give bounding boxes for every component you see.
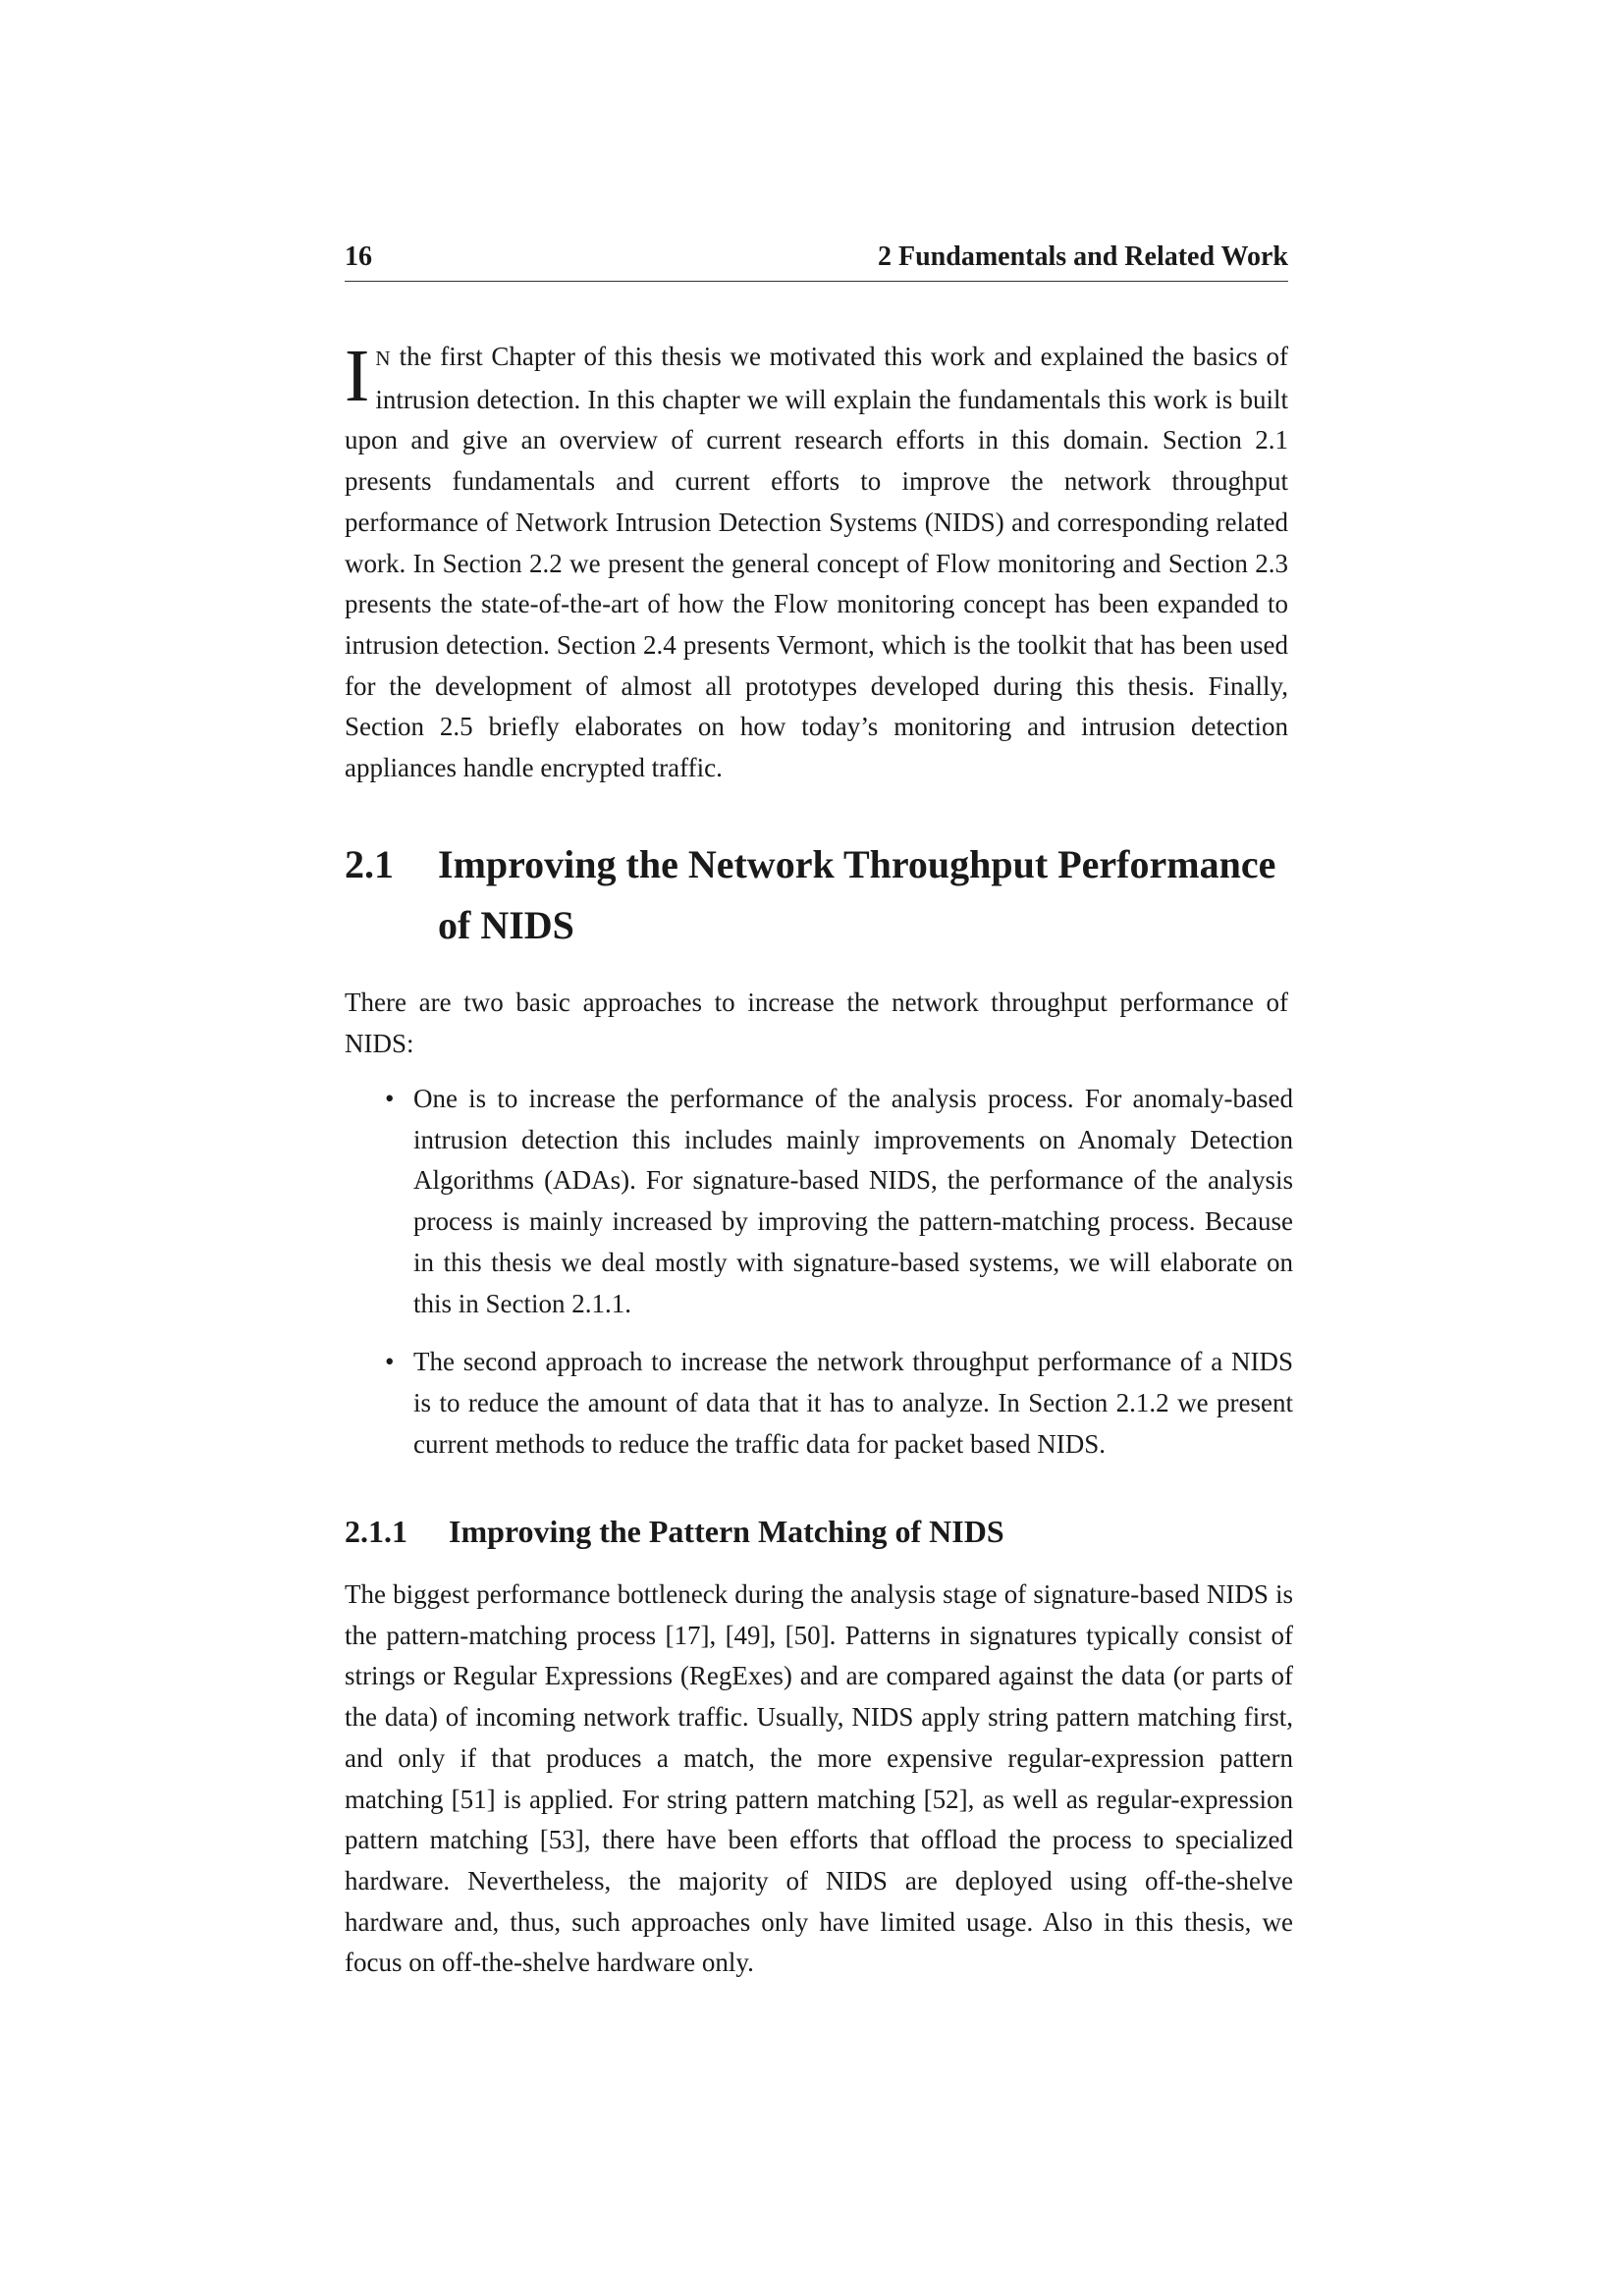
subsection-title: Improving the Pattern Matching of NIDS: [449, 1514, 1004, 1549]
subsection-number: 2.1.1: [345, 1514, 407, 1549]
chapter-title: 2 Fundamentals and Related Work: [878, 241, 1288, 272]
list-item-text: One is to increase the performance of the analysis process. For anomaly-based intrusion detection this includes mainly improvements on Anomaly Detection Algorithms (ADAs). For signature-based NIDS, the performance of the analysis process is mainly increased by improving the pattern-matching process. Because in this thesis we deal mostly with signature-based systems, we will elaborate on this in Section 2.1.1.: [413, 1084, 1293, 1318]
approaches-list: [345, 1079, 1293, 1482]
list-item-text: The second approach to increase the network throughput performance of a NIDS is to reduce the amount of data that it has to analyze. In Section 2.1.2 we present current methods to reduce the traffic data for packet based NIDS.: [413, 1347, 1293, 1459]
intro-text: the first Chapter of this thesis we motivated this work and explained the basics of intrusion detection. In this chapter we will explain the fundamentals this work is built upon and give an overview of current research efforts in this domain. Section 2.1 presents fundamentals and current efforts to improve the network throughput performance of Network Intrusion Detection Systems (NIDS) and corresponding related work. In Section 2.2 we present the general concept of Flow monitoring and Section 2.3 presents the state-of-the-art of how the Flow monitoring concept has been expanded to intrusion detection. Section 2.4 presents Vermont, which is the toolkit that has been used for the development of almost all prototypes developed during this thesis. Finally, Section 2.5 briefly elaborates on how today’s monitoring and intrusion detection appliances handle encrypted traffic.: [345, 342, 1288, 783]
list-item: [345, 1342, 1293, 1465]
section-title: Improving the Network Throughput Performance of NIDS: [438, 842, 1276, 947]
drop-cap: I: [345, 335, 370, 417]
pattern-matching-paragraph: The biggest performance bottleneck during the analysis stage of signature-based NIDS is the pattern-matching process [17], [49], [50]. Patterns in signatures typically consist of strings or Regular Expressions (RegExes) and are compared against the data (or parts of the data) of incoming network traffic. Usually, NIDS apply string pattern matching first, and only if that produces a match, the more expensive regular-expression pattern matching [51] is applied. For string pattern matching [52], as well as regular-expression pattern matching [53], there have been efforts that offload the process to specialized hardware. Nevertheless, the majority of NIDS are deployed using off-the-shelve hardware and, thus, such approaches only have limited usage. Also in this thesis, we focus on off-the-shelve hardware only.: [345, 1579, 1293, 1978]
running-header: [345, 241, 1288, 282]
bullet-icon: •: [385, 1084, 395, 1113]
intro-smallcap: N: [375, 347, 391, 370]
bullet-icon: •: [385, 1347, 395, 1377]
section-heading-2-1: [345, 834, 1288, 956]
intro-paragraph: [345, 337, 1288, 789]
subsection-heading-2-1-1: [345, 1510, 1288, 1553]
page-number: 16: [345, 241, 372, 272]
list-item: [345, 1079, 1293, 1324]
section-number: 2.1: [345, 842, 394, 886]
approaches-paragraph: There are two basic approaches to increase the network throughput performance of NIDS:: [345, 988, 1288, 1058]
